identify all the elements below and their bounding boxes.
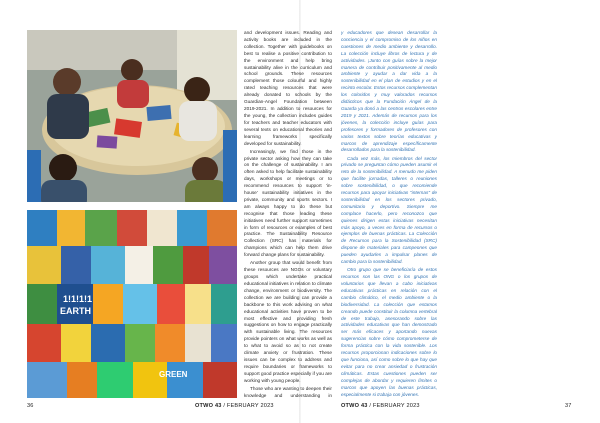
magazine-name: OTWO 43 — [195, 403, 222, 409]
spanish-paragraph: Cada vez más, los miembros del sector privado se preguntan cómo pueden asumir el reto de la sostenibilidad. A menudo me piden que facilite jornadas, talleres o reuniones sobre sostenibilidad, o que recomiende recursos para apoyar iniciativas "internas" de sostenibilidad en los sectores privado, comunitario y deportivo. Siempre me complace hacerlo, pero reconozco que quienes dirigen estas iniciativas necesitan más apoyo, a veces en forma de recursos o ejemplos de buenas prácticas. La Colección de Recursos para la Sostenibilidad (SRC) dispone de materiales para campeones que pueden ayudarles a impulsar planes de cambio para la sostenibilidad. — [341, 155, 437, 265]
spanish-article-column — [341, 30, 437, 400]
spanish-paragraph: y educadores que desean desarrollar la conciencia y el compromiso de los niños en cuestiones de medio ambiente y desarrollo. La colección incluye libros de lectura y de actividades. ¡Junto con guías sobre la mejor manera de contribuir positivamente al medio ambiente y ayudar a dar vida a la sostenibilidad en el plan de estudios y en el recinto escolar. Estos recursos complementan los coloridos y muy valorados recursos didácticos que la Fundación Ángel de la Guarda ya donó a las centros escolares entre 2019 y 2021. Además de recursos para los jóvenes, la colección incluye guías para profesores y formadores de profesores con varios textos sobre teorías educativas y marcos de aprendizaje específicamente desarrollados para la sostenibilidad. — [341, 30, 437, 153]
book-display-photo — [27, 210, 237, 398]
spanish-paragraph: Otro grupo que se beneficiaría de estos recursos son las ONG o los grupos de voluntarios que llevan a cabo iniciativas educativas prácticas en relación con el cambio climático, el medio ambiente o la biodiversidad. La colección que estamos creando puede constituir la columna vertebral de este trabajo, asesorando sobre las actividades educativas que han demostrado ser más eficaces y aportando nuevas sugerencias sobre cómo comprometerse de forma práctica con la vida sostenible. Los recursos proporcionan indicaciones sobre lo que funciona, así como sobre lo que hay que evitar para no crear ansiedad o frustración climáticas. Estas cuestiones pueden ser complejas de abordar y requieren límites o marcos que apoyen las buenas prácticas, especialmente si trabaja con jóvenes. — [341, 267, 437, 397]
english-paragraph: and development issues. Reading and activity books are included in the collection. Together with guidebooks on best to realise a positive contribution to the environment and help bring sustainability alive in the curriculum and school grounds. These resources complement those colourful and highly rated teaching resources that were already donated to schools by the Guardian-Angel Foundation between 2019-2021. In addition to resources for the young, the collection includes guides for teachers and teacher educators with several texts on educational theories and learning frameworks specifically developed for sustainability. — [244, 30, 332, 146]
book-title-1: 1!1!1!1 — [63, 294, 93, 304]
issue-date: / FEBRUARY 2023 — [221, 403, 274, 409]
magazine-name: OTWO 43 — [341, 403, 368, 409]
english-article-column — [244, 30, 332, 398]
classroom-photo — [27, 30, 237, 202]
book-title-2: EARTH — [60, 306, 91, 316]
left-page-number: 36 — [27, 403, 34, 409]
right-running-footer — [341, 403, 420, 409]
english-paragraph: Those who are wanting to deepen their knowledge and understanding in — [244, 385, 332, 398]
left-running-footer — [195, 403, 274, 409]
issue-date: / FEBRUARY 2023 — [367, 403, 420, 409]
english-paragraph: Increasingly, we find those in the private sector asking how they can take on the challenge of sustainability. I am often asked to help facilitate sustainability days, workshops or meetings or to recommend resources to support 'in-house' sustainability initiatives in the private, community and sports sectors. I am always happy to do these but recognise that those leading these initiatives need further support sometimes in form of resources or examples of best practice. The Sustainability Resource Collection (SRC) has materials for champions which can help them drive forward change plans for sustainability. — [244, 148, 332, 258]
english-paragraph: Another group that would benefit from these resources are NGOs or voluntary groups which undertake practical educational initiatives in relation to climate change, environment or biodiversity. The collection we are building can provide a backbone to this work advising on what educational activities have proven to be most effective and providing fresh suggestions on how to engage practically with sustainable living. The resources provide pointers on what works as well as to what to avoid so as to not create climate anxiety or frustration. These issues can be complex to address and require boundaries or frameworks to support good practice especially if you are working with young people. — [244, 260, 332, 383]
book-title-3: GREEN — [159, 370, 188, 379]
right-page-number: 37 — [565, 403, 572, 409]
